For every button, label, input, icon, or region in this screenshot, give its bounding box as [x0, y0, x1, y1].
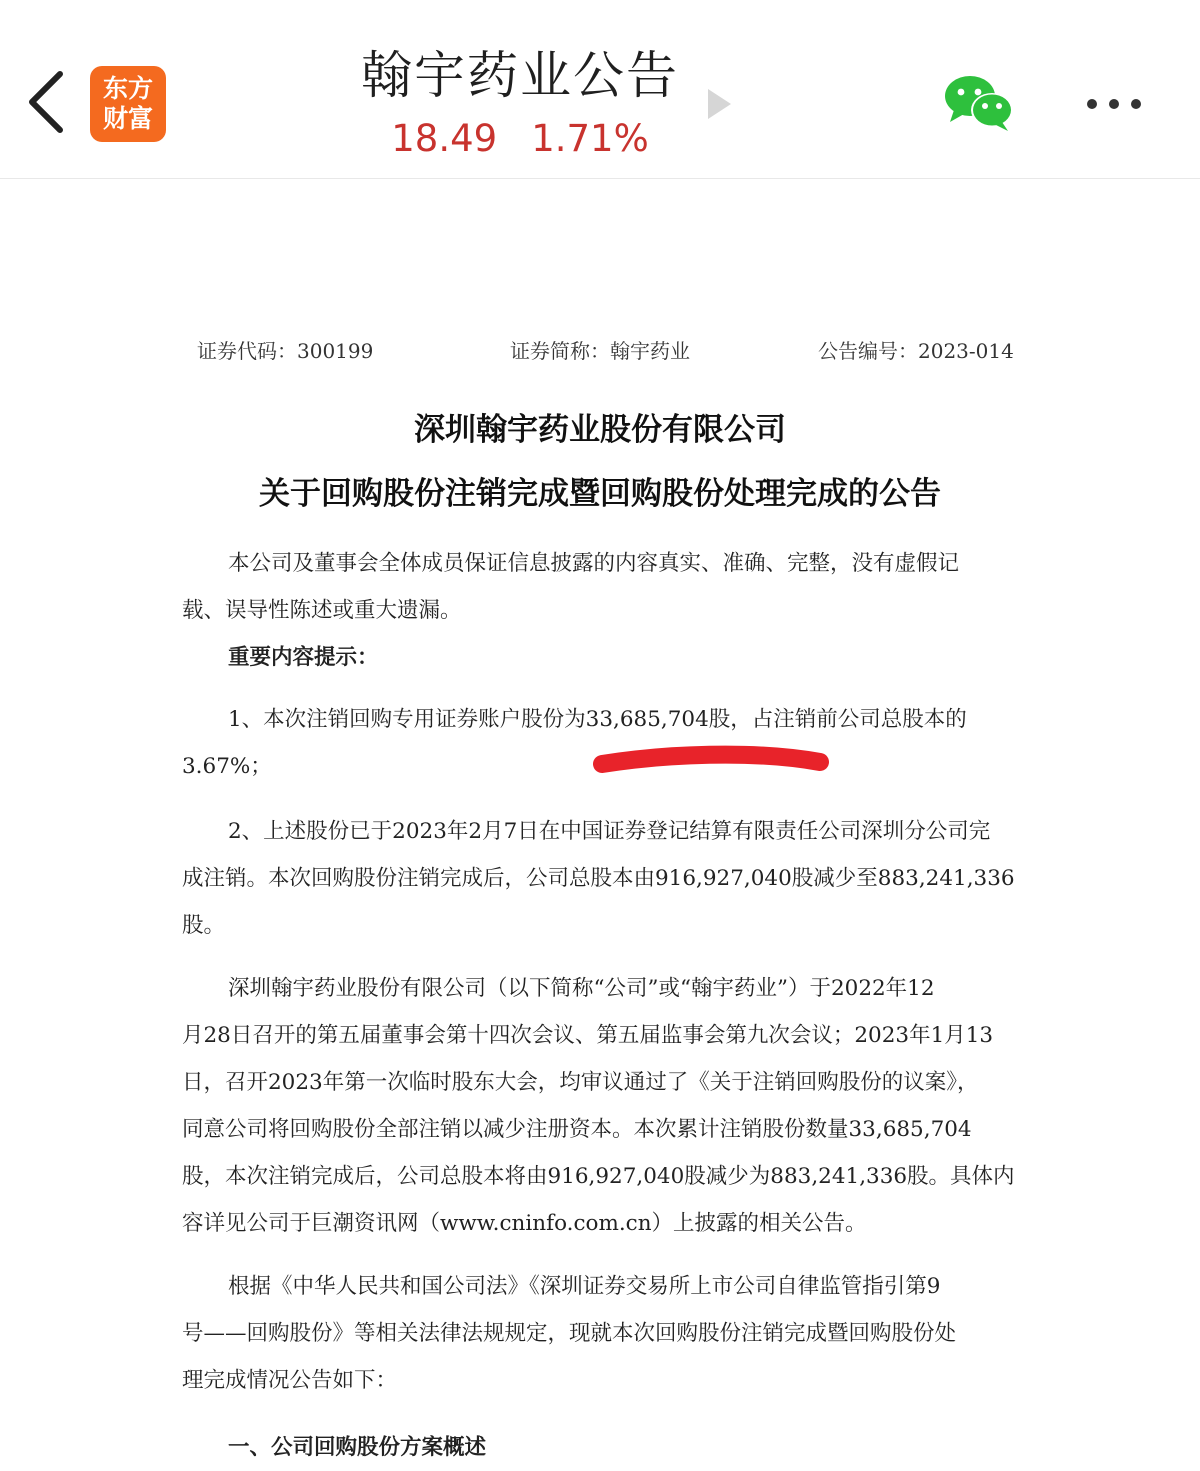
statement-line: 本公司及董事会全体成员保证信息披露的内容真实、准确、完整，没有虚假记: [228, 551, 960, 576]
disclosure-statement: [182, 540, 1018, 634]
wechat-share-button[interactable]: [940, 72, 1016, 134]
security-code: 证券代码：300199: [197, 339, 374, 363]
body-line: 深圳翰宇药业股份有限公司（以下简称“公司”或“翰宇药业”）于2022年12: [228, 976, 935, 1001]
body-line: 根据《中华人民共和国公司法》《深圳证券交易所上市公司自律监管指引第9: [228, 1274, 941, 1299]
eastmoney-logo[interactable]: [90, 66, 166, 142]
key-point-line: 股。: [182, 913, 226, 938]
logo-text-line1: 东方: [102, 74, 153, 103]
key-point-line: 3.67%；: [182, 754, 272, 779]
key-point-line: 2、上述股份已于2023年2月7日在中国证券登记结算有限责任公司深圳分公司完: [228, 819, 991, 844]
top-app-bar: [0, 0, 1200, 179]
body-paragraph-2: [182, 1263, 1018, 1404]
more-options-button[interactable]: [1080, 90, 1150, 118]
body-line: 容详见公司于巨潮资讯网（www.cninfo.com.cn）上披露的相关公告。: [182, 1211, 867, 1236]
wechat-icon: [940, 72, 1016, 134]
document-title-subject: 关于回购股份注销完成暨回购股份处理完成的公告: [259, 476, 941, 512]
body-line: 同意公司将回购股份全部注销以减少注册资本。本次累计注销股份数量33,685,704: [182, 1117, 972, 1142]
logo-text-line2: 财富: [102, 104, 153, 133]
body-line: 号——回购股份》等相关法律法规规定，现就本次回购股份注销完成暨回购股份处: [182, 1321, 957, 1346]
body-paragraph-1: [182, 965, 1018, 1247]
play-triangle-icon: [704, 86, 734, 122]
body-line: 股，本次注销完成后，公司总股本将由916,927,040股减少为883,241,336股。具体内: [182, 1164, 1015, 1189]
document-title-company: 深圳翰宇药业股份有限公司: [414, 412, 786, 448]
body-line: 理完成情况公告如下：: [182, 1368, 398, 1393]
key-point-2: [182, 808, 1018, 949]
section-1-heading: 一、公司回购股份方案概述: [228, 1435, 487, 1460]
statement-line: 载、误导性陈述或重大遗漏。: [182, 598, 462, 623]
body-line: 月28日召开的第五届董事会第十四次会议、第五届监事会第九次会议；2023年1月13: [182, 1023, 994, 1048]
stock-name-title[interactable]: 翰宇药业公告: [360, 47, 679, 106]
key-points-heading: 重要内容提示：: [228, 645, 379, 670]
back-arrow-icon: [22, 66, 72, 138]
stock-price: 18.49: [391, 117, 498, 160]
red-underline-annotation: [594, 742, 830, 778]
quote-play-button[interactable]: [704, 86, 734, 122]
back-button[interactable]: [22, 66, 72, 138]
stock-quote: [360, 114, 680, 164]
key-point-line: 1、本次注销回购专用证券账户股份为33,685,704股，占注销前公司总股本的: [228, 707, 967, 732]
security-short-name: 证券简称：翰宇药业: [510, 339, 690, 363]
notice-number: 公告编号：2023-014: [818, 339, 1014, 363]
body-line: 日，召开2023年第一次临时股东大会，均审议通过了《关于注销回购股份的议案》，: [182, 1070, 979, 1095]
key-point-line: 成注销。本次回购股份注销完成后，公司总股本由916,927,040股减少至883,241,336: [182, 866, 1015, 891]
stock-change-percent: 1.71%: [531, 117, 649, 160]
more-dots-icon: [1080, 90, 1150, 118]
